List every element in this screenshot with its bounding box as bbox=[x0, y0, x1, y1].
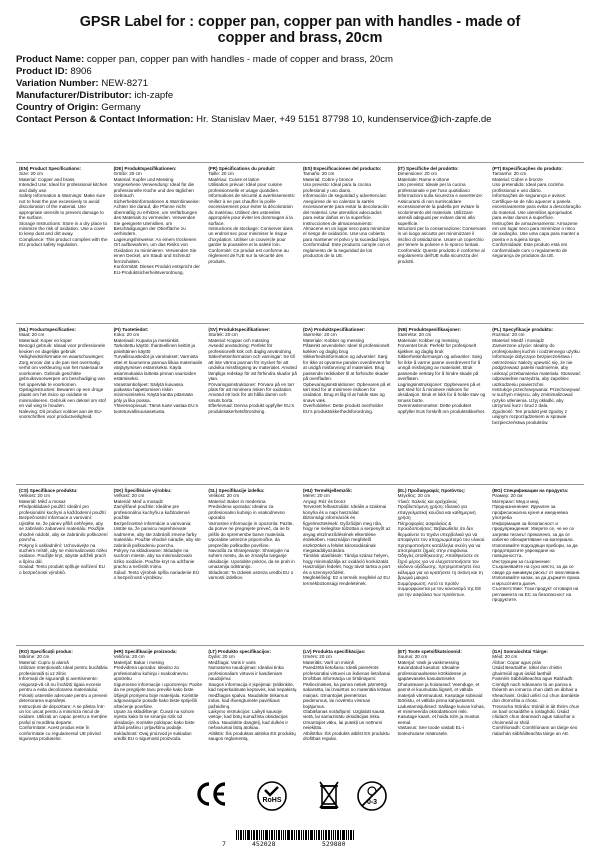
language-cell-heading: (FR) Spécifications du produit: bbox=[208, 166, 276, 171]
barcode-bar bbox=[301, 830, 302, 840]
barcode-bar bbox=[342, 830, 345, 840]
rohs-mark bbox=[256, 780, 288, 817]
language-cell-heading: (EN) Product Specifications: bbox=[19, 166, 82, 171]
language-cell-heading: (NB) Produktspesifikasjoner: bbox=[397, 327, 461, 332]
barcode-bar bbox=[350, 830, 352, 840]
language-cell-body: Velikost: 20 cm Material: Baker in medenina Predvidena uporaba: Idealno za profesionalno kuhinjo in vsakodnevno uporabo Varnostne informacije in opozorila: Pazite, da ponve ne pregrejete preveč, da ne bi prišlo do spremembe barve materiala. Uporabite ustrezne pripomočke, da preprečite poškodbe površine. Navodila za shranjevanje: Shranjujte na suhem mestu, da se zmanjša tveganje oksidacije. Uporabite pokrov, da se prah in umazanija odstranijo. Skladnost: Ta izdelek ustreza uredbi EU o varnosti izdelkov. bbox=[208, 493, 295, 581]
language-cell-heading: (PT) Especificações do produto: bbox=[492, 166, 563, 171]
language-cell-body: Suurus: 20 cm Materjal: Vask ja vaskmessing Kavandatud kasutus: Ideaalne professionaalsesse köökidesse ja igapäevaseks kasutamiseks Ohutusteave ja hoiatused: Veenduge, et pannit ei kuumutata liigselt, et vältida materjali värvimuutust. Kasutage sobivaid tööriistu, et vältida pinna kahjustamist. Ladustamisjuhised: Säilitage kuivas kohas, et minimeerida oksüdatsiooni riski. Kasutage kaant, et hoida tolm ja mustus eemal. Vastavus: See toode vastab EL-i tooteohutuse määrusele. bbox=[397, 654, 485, 736]
language-cell bbox=[489, 324, 584, 484]
language-cell bbox=[489, 485, 584, 645]
barcode-bar bbox=[314, 830, 315, 840]
language-band bbox=[16, 163, 584, 323]
language-cell-body: Izmērs: 20 cm Materiāls: Varš un misiņš Paredzētā lietošana: Ideāli piemērots profesionālai virtuvei un ikdienas lietošanai Drošības informācija un brīdinājumi: Pārliecinieties, ka panna netiek pārmērīgi sakarsēta, lai izvairītos no materiāla krāsas maiņas. Izmantojiet piemērotus piederumus, lai novērstu virsmas bojājumus. Glabāšanas norādījumi: Uzglabāt sausā vietā, lai samazinātu oksidācijas risku. Izmantojiet vāku, lai putekļi un netīrumi neiekļūtu. Atbilstība: Šis produkts atbilst ES produktu drošības regulai. bbox=[302, 654, 391, 742]
language-cell-body: Dydis: 20 cm Medžiaga: Varis ir varis Numatoma naudojimas: Idealiai tinka profesionaliam virtuvei ir kasdieniam naudojimui Saugos informacija ir įspėjimai: Įsitikinkite, kad neperkaitinate keptuvės, kad nepakistų medžiagos spalva. Naudokite tinkamus indus, kad išvengtumėte paviršiaus pažeidimų. Laikymo instrukcijos: Laikyti sausoje vietoje, kad būtų sumažinta oksidacijos rizika. Naudokite dangtelį, kad dulkės ir nešvarumai būtų atokiau. Atitiktis: Šis produktas atitinka ES produktų saugos reglamentą. bbox=[208, 654, 297, 742]
language-cell bbox=[300, 163, 395, 323]
certification-marks bbox=[0, 780, 600, 820]
language-cell-heading: (PL) Specyfikacje produktu: bbox=[492, 327, 554, 332]
label-title: GPSR Label for : copper pan, copper pan with handles - made of copper and brass, 20cm bbox=[79, 14, 521, 46]
info-row-product-name: Product Name: copper pan, copper pan with handles - made of copper and brass, 20cm bbox=[16, 54, 394, 65]
barcode-bar bbox=[331, 830, 332, 840]
barcode-bar bbox=[281, 830, 282, 840]
barcode-bar bbox=[328, 830, 330, 840]
language-cell-heading: (ET) Toote spetsifikatsioonid: bbox=[397, 649, 462, 654]
language-cell-body: Veličina: 20 cm Materijal: Bakar i mesing Predviđena uporaba: Idealno za profesionalnu kuhinju i svakodnevnu upotrebu Sigurnosne informacije i upozorenja: Pazite da ne pregrijete tavu previše kako biste izbjegli promjenu boje materijala. Koristite odgovarajuće posuđe kako biste spriječili oštećenje površine. Upute za skladištenje: Čuvati na suhom mjestu kako bi se smanjio rizik od oksidacije. Koristite poklopac kako biste držali prašinu i prljavštinu podalje. Sukladnost: Ovaj proizvod je sukladan uredbi EU o sigurnosti proizvoda. bbox=[113, 654, 203, 742]
language-cell bbox=[205, 485, 300, 645]
language-cell-heading: (EL) Προδιαγραφές προϊόντος: bbox=[397, 488, 466, 493]
barcode-bar bbox=[243, 830, 244, 840]
barcode-bar bbox=[247, 830, 250, 840]
language-cell-heading: (SK) Špecifikácie výrobku: bbox=[113, 488, 172, 493]
language-cell-body: Méid: 20 cm Ábhar: Copar agus prás Úsáid Beartaithe: Idéal don chistin ghairmiúil agus úsáid laethúil Faisnéis Sábháilteachta agus Rabhadh: Cinntigh nach ndéanann tú an panna a théamh an iomarca chun dath an ábhair a sheachaint. Úsáid uirlisí cuí chun damáiste don dromchla a chosc. Treoracha Stórála: Stóráil in áit thirim chun an baol ocsaídithe a íoslaghdú. Úsáid clúdach chun deannach agus salachar a choinneáil ar shiúl. Comhlíonadh: Comhlíonann an táirge seo rialachán sábháilteachta táirge an AE. bbox=[492, 654, 580, 736]
barcode-bar bbox=[323, 830, 324, 840]
barcode-bar bbox=[265, 830, 268, 840]
language-cell-heading: (FI) Tuotetiedot: bbox=[113, 327, 149, 332]
barcode-bar bbox=[238, 830, 239, 840]
barcode-bar bbox=[346, 830, 347, 840]
language-cell-body: Størrelse: 20 cm Materiale: Kobber og messing Forventet bruk: Perfekt for profesjonelt kjøkken og daglig bruk Sikkerhetsinformasjon og advarsler: Sørg for ikke å varme panne overdrevent for å unngå misfarging av materialet. Bruk passende verktøy for å hindre skade på overflaten. Lagringsinstruksjoner: Oppbevares på et tørt sted for å minimere risikoen for oksidasjon. Bruk et lokk for å holde støv og smuss borte. Overensstemmelse: Dette produktet oppfyller EUs forskrift om produktsikkerhet. bbox=[397, 332, 486, 414]
language-cell-body: Velikost: 20 cm Materiál: Měď a mosaz Předpokládané použití: Ideální pro profesionální kuchyni a každodenní použití Bezpečnostní informace a varování: Ujistěte se, že pánev příliš nehřejete, aby se zabránilo zabarvení materiálu. Použijte vhodné nádobí, aby se zabránilo poškození povrchu. Pokyny k uskladnění: Uchovávejte na suchém místě, aby se minimalizovalo riziko oxidace. Použijte kryt, abyste udrželi prach a špínu dál. Soulad: Tento produkt splňuje nařízení EU o bezpečnosti výrobků. bbox=[19, 493, 108, 575]
language-cell-heading: (NL) Productspecificaties: bbox=[19, 327, 76, 332]
barcode-bar bbox=[296, 830, 297, 840]
age-warning-mark bbox=[356, 780, 388, 817]
barcode-bar bbox=[259, 830, 260, 840]
language-cell bbox=[111, 163, 206, 323]
language-cell-heading: (RO) Specificații produs: bbox=[19, 649, 73, 654]
barcode-bar bbox=[333, 830, 334, 840]
language-cell-body: Μέγεθος: 20 cm Υλικό: Χαλκός και ορείχαλκος Προβλεπόμενη χρήση: Ιδανικό για επαγγελματική κουζίνα και καθημερινή χρήση Πληροφορίες ασφαλείας & προειδοποιήσεις: Βεβαιωθείτε ότι δεν θερμαίνετε το τηγάνι υπερβολικά για να αποφύγετε τον αποχρωματισμό του υλικού. Χρησιμοποιήστε κατάλληλα σκεύη για να αποτρέψετε ζημιές στην επιφάνεια. Οδηγίες αποθήκευσης: Αποθηκεύστε σε ξηρό μέρος για να ελαχιστοποιήσετε τον κίνδυνο οξείδωσης. Χρησιμοποιήστε ένα κάλυμμα για να κρατήσετε τη σκόνη και τη βρωμιά μακριά. Συμμόρφωση: Αυτό το προϊόν συμμορφώνεται με τον κανονισμό της ΕΕ για την ασφάλεια των προϊόντων. bbox=[397, 493, 486, 597]
language-cell bbox=[205, 163, 300, 323]
language-cell-heading: (DE) Produktspezifikationen: bbox=[113, 166, 177, 171]
barcode-bar bbox=[310, 830, 313, 840]
barcode-bar bbox=[335, 830, 336, 840]
language-cell-heading: (LT) Produkto specifikacijos: bbox=[208, 649, 272, 654]
language-cell-heading: (CS) Specifikace produktu: bbox=[19, 488, 78, 493]
barcode-bar bbox=[353, 830, 354, 840]
info-row-country: Country of Origin: Germany bbox=[16, 102, 141, 113]
barcode-left-digit: 7 bbox=[222, 840, 226, 848]
barcode-bar bbox=[251, 830, 252, 840]
barcode-bar bbox=[305, 830, 307, 840]
language-cell bbox=[300, 485, 395, 645]
barcode-bar bbox=[291, 830, 293, 840]
language-cell-heading: (DA) Produktspecifikationer: bbox=[302, 327, 366, 332]
barcode-bar bbox=[276, 830, 277, 840]
barcode-bar bbox=[278, 830, 280, 840]
language-cell bbox=[205, 324, 300, 484]
language-cell bbox=[489, 163, 584, 323]
language-cell-body: Størrelse: 20 cm Materiale: Kobber og messing Påtænkt anvendelse: Ideel til professionelt køkken og daglig brug Sikkerhedsinformation og advarsler: Sørg for ikke at opvarme panden overdrevent for at undgå misfarvning af materialet. Brug passende redskaber til at forhindre skader på overfladen. Opbevaringsinstruktioner: Opbevares på et tørt sted for at minimere risikoen for oxidation. Brug et låg til at holde støv og snavs væk. Overholdelse: Dette produkt overholder EU's produktsikkerhedsforordning. bbox=[302, 332, 391, 414]
barcode-bar bbox=[308, 830, 309, 840]
language-cell-body: Dimensione: 20 cm Materiale: Rame e ottone Uso previsto: Ideale per la cucina professionale e per l'uso quotidiano Informazioni sulla sicurezza e avvertenze: Assicurarsi di non surriscaldare eccessivamente la padella per evitare lo scolorimento del materiale. Utilizzare utensili adeguati per evitare danni alla superficie. Istruzioni per la conservazione: Conservare in un luogo asciutto per minimizzare il rischio di ossidazione. Usare un coperchio per tenere la polvere e lo sporco lontani. Conformità: Questo prodotto è conforme al regolamento dell'UE sulla sicurezza dei prodotti. bbox=[397, 171, 486, 264]
info-row-product-id: Product ID: 8906 bbox=[16, 66, 92, 77]
info-row-contact: Contact Person & Contact Information: Hr. Stanislav Maer, +49 5151 87798 10, kundenservice@ich-zapfe.de bbox=[16, 114, 492, 125]
info-row-manufacturer: Manufacturer/Distributor: ich-zapfe bbox=[16, 90, 174, 101]
barcode-bar bbox=[294, 830, 295, 840]
language-cell-body: Размер: 20 см Материал: Мед и мед Предназначение: Идеален за професионална кухня и ежедневна употреба Информация за безопасност и предупреждения: Уверете се, че не се загрява тиганът прекалено, за да се избегне обезцветяване на материала. Използвайте подходящи прибори, за да предотвратите увреждане на повърхността. Инструкции за съхранение: Съхранявайте на сухо място, за да се сведе до минимум рискът от окисляване. Използвайте капак, за да държите праха и мръсотията далеч. Съответствие: Този продукт отговаря на регламента на ЕС за безопасност на продуктите. bbox=[492, 493, 581, 603]
language-cell-heading: (SL) Specifikacije izdelka: bbox=[208, 488, 265, 493]
language-spec-grid bbox=[16, 162, 584, 806]
barcode-bar bbox=[263, 830, 264, 840]
barcode-bar bbox=[303, 830, 304, 840]
ce-mark bbox=[196, 780, 228, 813]
svg-text:RoHS: RoHS bbox=[262, 797, 282, 804]
barcode-bar bbox=[256, 830, 258, 840]
language-cell-heading: (LV) Produkta specifikācijas: bbox=[302, 649, 366, 654]
language-cell-heading: (ES) Especificaciones del producto: bbox=[302, 166, 382, 171]
barcode-bar bbox=[283, 830, 284, 840]
barcode-bar bbox=[269, 830, 270, 840]
language-cell bbox=[111, 324, 206, 484]
barcode-bar bbox=[245, 830, 246, 840]
barcode-bar bbox=[321, 830, 322, 840]
barcode-bar bbox=[340, 830, 341, 840]
weee-bin-icon bbox=[318, 780, 340, 815]
barcode-bar bbox=[285, 830, 286, 840]
barcode-bar bbox=[274, 830, 275, 840]
barcode bbox=[222, 830, 390, 846]
language-cell-body: Veľkosť: 20 cm Materiál: Meď a mosadz Zamýšľané použitie: Ideálne pre profesionálnu kuchyňu a každodenné použitie Bezpečnostné informácie a varovania: Uistite sa, že panvicu neprehrievate nadmerne, aby ste zabránili zmene farby materiálu. Použite vhodné náradie, aby ste zabránili poškodeniu povrchu. Pokyny na skladovanie: Skladujte na suchom mieste, aby sa minimalizovalo riziko oxidácie. Použite kryt na udržanie prachu a nečistôt mimo. Súlad: Tento výrobok spĺňa nariadenie EÚ o bezpečnosti výrobkov. bbox=[113, 493, 201, 581]
language-cell bbox=[111, 485, 206, 645]
language-cell-body: Méret: 20 cm Anyag: Réz és bronz Tervezett felhasználás: Ideális a szakmai konyha és a napi használat Biztonsági információk és figyelmeztetések: Győződjön meg róla, hogy ne melegítse túlzottan a serpenyőt az anyag elszíneződésének elkerülése érdekében. Használjon megfelelő eszközöket a felület károsodásának megakadályozására. Tárolási utasítások: Tárolja száraz helyen, hogy minimalizálja az oxidáció kockázatát. Használjon fedelet, hogy távol tartsa a port és a szennyeződést. Megfelelőség: Ez a termék megfelel az EU termékbiztonsági rendeletének. bbox=[302, 493, 391, 586]
language-cell bbox=[16, 485, 111, 645]
barcode-bar bbox=[348, 830, 349, 840]
barcode-middle-digits: 452028 bbox=[252, 840, 276, 848]
product-info bbox=[16, 54, 584, 126]
language-cell-body: Rozmiar: 20 cm Materiał: Miedź i mosiądz Zamierzone użycie: Idealny do profesjonalnej kuchni i codziennego użytku Informacje dotyczące bezpieczeństwa i ostrzeżenia: Należy upewnić się, że nie podgrzewasz patelni nadmiernie, aby uniknąć przebarwienia materiału. Stosować odpowiednie narzędzia, aby zapobiec uszkodzeniu powierzchni. Instrukcje przechowywania: Przechowywać w suchym miejscu, aby zminimalizować ryzyko utlenienia. Użyj okładki, aby utrzymać kurz i brud z dala. Zgodność: Ten produkt jest zgodny z unijnym rozporządzeniem w sprawie bezpieczeństwa produktów. bbox=[492, 332, 581, 425]
language-band bbox=[16, 324, 584, 484]
barcode-bar bbox=[240, 830, 242, 840]
barcode-bar bbox=[298, 830, 300, 840]
barcode-bar bbox=[261, 830, 262, 840]
barcode-bar bbox=[337, 830, 339, 840]
barcode-bar bbox=[325, 830, 327, 840]
language-cell-heading: (IT) Specifiche del prodotto: bbox=[397, 166, 459, 171]
info-row-variation-number: Variation Number: NEW-8271 bbox=[16, 78, 149, 89]
language-cell-body: Koko: 20 cm Materiaali: Kuparia ja messinkiä Tarkoitettu käyttö: Ihanteellinen keittiö ja päivittäinen käyttö Turvallisuustiedot ja varoitukset: Varmista ettei et kuumenna pannua liikaa materiaalin värjäytymisen estämiseksi. Käytä asianmukaisia laitteita pinnan vaurioiden estämiseksi. Varastointiohjeet: Säilytä kuivassa paikassa hapettumisen riskin minimoimiseksi. Käytä kantta pitämään pöly ja lika poissa. Yhteensopivuus: Tämä tuote vastaa EU:n tuoteturvallisuusasetusta. bbox=[113, 332, 203, 414]
language-cell-body: Größe: 20 cm Material: Kupfer und Messing Vorgesehene Verwendung: Ideal für die professionelle Küche und den täglichen Gebrauch Sicherheitsinformationen & Warnhinweise: Achten Sie darauf, die Pfanne nicht übermäßig zu erhitzen, um Verfärbungen des Materials zu vermeiden. Verwenden Sie geeignete Utensilien, um Beschädigungen der Oberfläche zu verhindern. Lagerungshinweise: An einem trockenen Ort aufbewahren, um das Risiko von Oxidation zu minimieren. Verwenden Sie einen Deckel, um Staub und Schmutz fernzuhalten. Konformität: Dieses Produkt entspricht der EU-Produktsicherheitsverordnung. bbox=[113, 171, 200, 275]
barcode-bar bbox=[318, 830, 320, 840]
barcode-area bbox=[0, 822, 600, 848]
language-cell-heading: (BG) Спецификации на продукта: bbox=[492, 488, 569, 493]
language-cell-body: Maat: 20 cm Materiaal: Koper en koper Beoogd gebruik: Ideaal voor professionele keuken en dagelijks gebruik Veiligheidsinformatie en waarschuwingen: Zorg ervoor dat u de pan niet overmatig verhit om verkleuring van het materiaal te voorkomen. Gebruik geschikte gebruiksvoorwerpen om beschadiging van het oppervlak te voorkomen. Opslaginstructies: Bewaren op een droge plaats om het risico op oxidatie te minimaliseren. Gebruik een deksel om stof en vuil weg te houden. Naleving: Dit product voldoet aan de EU-voorschriften voor productveiligheid. bbox=[19, 332, 106, 420]
language-cell-body: Mărime: 20 cm Material: Cupru și alamă Utilizare intenționată: Ideal pentru bucătăria profesională și uz zilnic Informații de siguranță și avertismente: Asigurați-vă că nu încălziți tigaia excesiv pentru a evita decolorarea materialului. Folosiți ustensile adecvate pentru a preveni deteriorarea suprafeței. Instrucțiuni de depozitare: A se păstra într-un loc uscat pentru a minimiza riscul de oxidare. Utilizați un capac pentru a menține praful și murdăria departe. Conformitate: Acest produs este în conformitate cu regulamentul UE privind siguranța produselor. bbox=[19, 654, 108, 742]
language-cell bbox=[300, 324, 395, 484]
barcode-bar bbox=[316, 830, 317, 840]
barcode-bar bbox=[253, 830, 255, 840]
language-cell-body: Size: 20 cm Material: Copper and brass Intended Use: Ideal for professional kitchen and daily use. Safety Information & Warnings: Make sure not to heat the pan excessively to avoid discoloration of the material. Use appropriate utensils to prevent damage to the surface. Storage Instructions: Store in a dry place to minimize the risk of oxidation. Use a cover to keep dust and dirt away. Compliance: This product complies with the EU product safety regulation. bbox=[19, 171, 108, 248]
language-cell-body: Tamaño: 20 cm Material: Cobre y bronce Uso previsto: Ideal para la cocina profesional y uso diario. Información de seguridad y advertencias: Asegúrese de no calentar la sartén excesivamente para evitar la decoloración del material. Use utensilios adecuados para evitar daños en la superficie. Instrucciones de almacenamiento: Almacene en un lugar seco para minimizar el riesgo de oxidación. Use una cubierta para mantener el polvo y la suciedad lejos. Conformidad: Este producto cumple con el reglamento de la seguridad de los productos de la UE. bbox=[302, 171, 391, 259]
language-cell-body: Storlek: 20 cm Material: Koppar och mässing Avsedd användning: Perfekt för professionellt kök och daglig användning Säkerhetsinformation och varningar: Se till att inte värma pannan för mycket för att undvika missfärgning av materialet. Använd lämpliga redskap för att förhindra skador på ytan. Förvaringsinstruktioner: Förvara på en torr plats för att minimera risken för oxidation. Använd ett lock för att hålla damm och smuts borta. Efterlevnad: Denna produkt uppfyller EU:s produktsäkerhetsförordning. bbox=[208, 332, 297, 414]
language-cell-heading: (HR) Specifikacije proizvoda: bbox=[113, 649, 177, 654]
barcode-bar bbox=[236, 830, 237, 840]
language-cell-body: Taille: 20 cm Matériau: Cuivre et laiton Utilisation prévue: Idéal pour cuisine professionnelle et usage quotidien. Informations de sécurité & avertissements: Veillez à ne pas chauffer la poêle excessivement pour éviter la décoloration du matériau. Utilisez des ustensiles appropriés pour éviter les dommages à la surface. Instructions de stockage: Conserver dans un endroit sec pour minimiser le risque d'oxydation. Utiliser un couvercle pour garder la poussière et la saleté loin. Conformité: Ce produit est conforme au règlement de l'UE sur la sécurité des produits. bbox=[208, 171, 296, 264]
svg-text:0-3: 0-3 bbox=[366, 799, 378, 806]
language-cell bbox=[395, 485, 490, 645]
barcode-bar bbox=[271, 830, 273, 840]
barcode-bar bbox=[287, 830, 290, 840]
barcode-right-digits: 529880 bbox=[322, 840, 346, 848]
language-cell-heading: (GA) Sonraíochtaí Táirge: bbox=[492, 649, 548, 654]
language-band bbox=[16, 485, 584, 645]
language-cell-heading: (HU) Termékjellemzők: bbox=[302, 488, 353, 493]
language-cell bbox=[16, 163, 111, 323]
barcode-bars bbox=[236, 830, 380, 840]
language-cell bbox=[16, 324, 111, 484]
language-cell bbox=[395, 163, 490, 323]
language-cell bbox=[395, 324, 490, 484]
language-cell-body: Tamanho: 20 cm Material: Cobre e bronze Uso pretendido: Ideal para cozinha profissional e uso diário. Informações de segurança e avisos: Certifique-se de não aquecer a panela excessivamente para evitar a descoloração do material. Use utensílios apropriados para evitar danos à superfície. Instruções de armazenamento: Armazene em um lugar seco para minimizar o risco de oxidação. Use uma capa para manter a poeira e a sujeira longe. Conformidade: Este produto está em conformidade com o regulamento de segurança de produtos da UE. bbox=[492, 171, 581, 259]
language-cell-heading: (SV) Produktspecifikationer: bbox=[208, 327, 271, 332]
